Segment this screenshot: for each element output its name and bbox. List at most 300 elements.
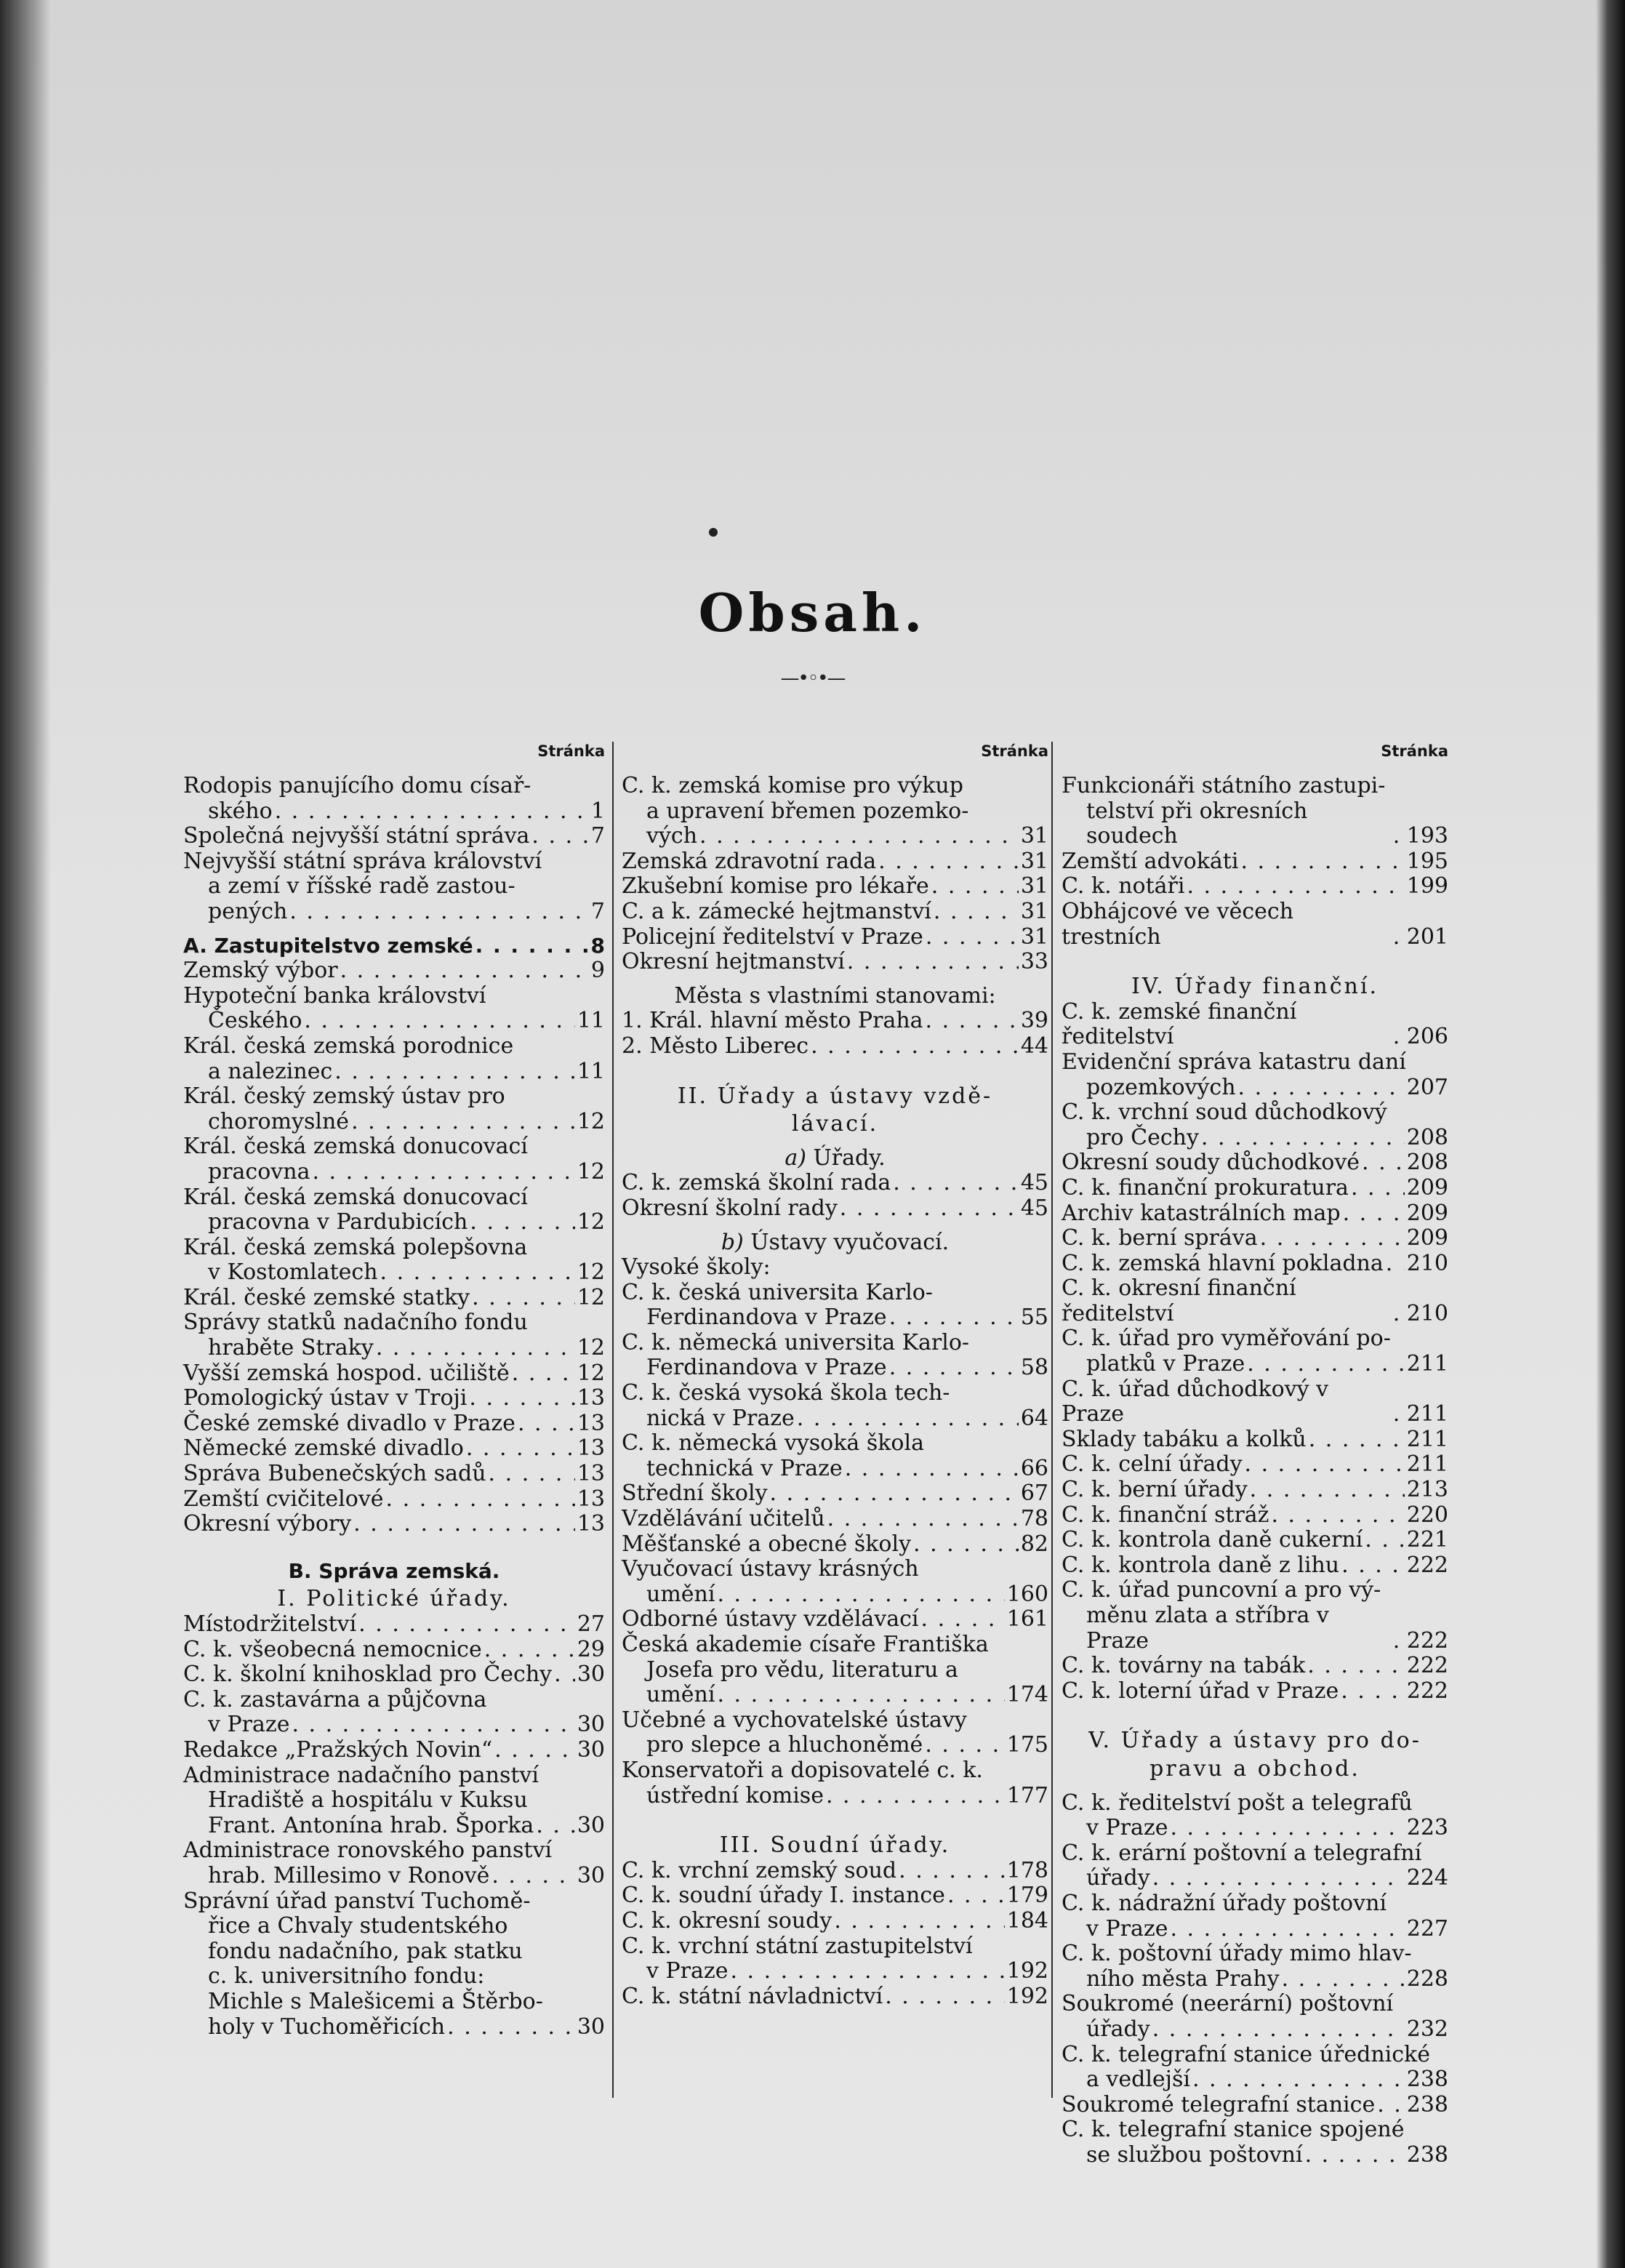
leader-dots	[717, 1582, 1004, 1608]
leader-dots	[494, 1738, 575, 1763]
leader-dots	[1240, 849, 1404, 875]
leader-dots	[1393, 925, 1405, 950]
page-number: 222	[1406, 1653, 1448, 1679]
chapter-heading: II. Úřady a ústavy vzdě-	[677, 1083, 993, 1109]
entry-title: úřady	[1086, 2016, 1150, 2042]
toc-entry	[1062, 1528, 1448, 1553]
page-number: 13	[577, 1435, 605, 1462]
leader-dots	[1282, 1967, 1405, 1992]
toc-entry	[622, 899, 1048, 925]
toc-entry	[622, 1658, 1048, 1683]
toc-entry	[183, 1964, 605, 1989]
page-number: 55	[1020, 1305, 1048, 1331]
entry-title: C. k. úřad pro vyměřování po-	[1062, 1326, 1391, 1352]
toc-entry	[1062, 2067, 1448, 2093]
column-header: Stránka	[981, 742, 1048, 760]
page-number: 13	[577, 1461, 605, 1487]
subsection-heading: Města s vlastními stanovami:	[674, 982, 996, 1009]
entry-title: C. k. notáři	[1062, 873, 1185, 899]
toc-entry	[183, 1688, 605, 1713]
page-number: 12	[577, 1158, 605, 1185]
leader-dots	[512, 1361, 575, 1387]
toc-entry	[622, 1683, 1048, 1708]
column-header: Stránka	[537, 742, 605, 760]
leader-dots	[466, 1436, 575, 1462]
toc-entry	[183, 1310, 605, 1336]
entry-title: Okresní soudy důchodkové	[1062, 1150, 1360, 1176]
entry-title: Evidenční správa katastru daní	[1062, 1049, 1406, 1075]
page-number: 45	[1020, 1170, 1048, 1196]
entry-title: v Praze	[1086, 1915, 1168, 1942]
page-number: 161	[1006, 1606, 1048, 1632]
entry-title: Obhájcové ve věcech trestních	[1062, 898, 1294, 950]
leader-dots	[312, 1160, 574, 1185]
entry-title: 2. Město Liberec	[622, 1033, 809, 1059]
page-number: 211	[1406, 1426, 1448, 1452]
toc-entry	[183, 1712, 605, 1738]
page-number: 178	[1006, 1857, 1048, 1883]
page-number: 238	[1406, 2067, 1448, 2093]
entry-title: C. k. soudní úřady I. instance	[622, 1883, 945, 1909]
toc-entry	[183, 1059, 605, 1085]
toc-entry	[622, 774, 1048, 799]
entry-title: Hradiště a hospitálu v Kuksu	[208, 1787, 528, 1814]
entry-title: telství při okresních soudech	[1086, 798, 1308, 849]
toc-entry	[1062, 2093, 1448, 2118]
entry-title: holy v Tuchoměřicích	[208, 2013, 446, 2040]
page-number: 30	[577, 1736, 605, 1763]
leader-dots	[1271, 1503, 1404, 1528]
entry-title: úřady	[1086, 1865, 1150, 1891]
toc-entry	[622, 1859, 1048, 1884]
entry-title: České zemské divadlo v Praze	[183, 1410, 515, 1436]
entry-title: pozemkových	[1086, 1074, 1236, 1100]
toc-entry	[622, 1607, 1048, 1632]
toc-entry	[1062, 1967, 1448, 1992]
leader-dots	[847, 950, 1019, 975]
leader-dots	[289, 899, 588, 925]
toc-entry	[1062, 1553, 1448, 1579]
toc-entry	[1062, 1075, 1448, 1101]
entry-title: v Praze	[646, 1958, 729, 1984]
page-number: 195	[1406, 848, 1448, 874]
page-number: 209	[1406, 1174, 1448, 1201]
page-number: 211	[1406, 1351, 1448, 1377]
toc-entry	[622, 1934, 1048, 1960]
page-number: 78	[1020, 1506, 1048, 1532]
toc-entry	[622, 1196, 1048, 1222]
toc-entry	[1062, 1679, 1448, 1704]
entry-title: C. k. vrchní soud důchodkový	[1062, 1099, 1387, 1126]
toc-entry	[1062, 1866, 1448, 1891]
page-number: 30	[577, 1662, 605, 1688]
toc-entry	[1062, 1251, 1448, 1277]
leader-dots	[925, 1733, 1004, 1758]
toc-entry	[1062, 1452, 1448, 1478]
chapter-heading: V. Úřady a ústavy pro do-	[1088, 1728, 1421, 1754]
toc-entry	[1062, 1000, 1448, 1050]
page-number: 30	[577, 1862, 605, 1888]
entry-title: C. k. zastavárna a půjčovna	[183, 1686, 487, 1712]
entry-title: technická v Praze	[646, 1455, 843, 1481]
entry-title: C. k. telegrafní stanice spojené	[1062, 2117, 1405, 2143]
page-number: 39	[1020, 1008, 1048, 1034]
leader-dots	[304, 1009, 574, 1034]
entry-title: Střední školy	[622, 1480, 768, 1507]
print-dot	[709, 528, 718, 537]
entry-title: C. k. kontrola daně cukerní	[1062, 1527, 1363, 1553]
toc-entry	[622, 874, 1048, 899]
page-number: 184	[1006, 1907, 1048, 1934]
toc-entry	[183, 1260, 605, 1286]
chapter-heading: IV. Úřady finanční.	[1131, 974, 1379, 1000]
page-number: 160	[1006, 1581, 1048, 1607]
section-heading	[183, 934, 605, 959]
entry-title: pro Čechy	[1086, 1124, 1199, 1150]
entry-title: C. k. úřad puncovní a pro vý-	[1062, 1577, 1381, 1603]
page-number: 224	[1406, 1865, 1448, 1891]
leader-dots	[1365, 1528, 1404, 1553]
column-rule	[612, 742, 614, 2098]
entry-title: C. k. vrchní zemský soud	[622, 1857, 897, 1883]
entry-title: C. k. zemská hlavní pokladna	[1062, 1250, 1384, 1276]
toc-entry	[1062, 774, 1448, 799]
toc-entry	[183, 799, 605, 825]
entry-title: Okresní výbory	[183, 1511, 352, 1537]
leader-dots	[1305, 2143, 1405, 2168]
chapter-heading: III. Soudní úřady.	[719, 1832, 951, 1859]
toc-entry	[183, 1386, 605, 1411]
leader-dots	[469, 1386, 574, 1411]
leader-dots	[840, 1196, 1019, 1222]
leader-dots	[889, 1355, 1019, 1381]
page-number: 33	[1020, 949, 1048, 975]
toc-entry	[183, 1009, 605, 1034]
toc-entry	[1062, 1578, 1448, 1603]
page-number: 174	[1006, 1682, 1048, 1708]
leader-dots	[470, 1210, 574, 1235]
entry-title: Král. česká zemská polepšovna	[183, 1234, 528, 1260]
page-number: 58	[1020, 1355, 1048, 1381]
toc-entry	[1062, 1050, 1448, 1075]
entry-title: Král. česká zemská donucovací	[183, 1134, 528, 1160]
entry-title: Zemský výbor	[183, 958, 338, 984]
page-number: 11	[577, 1058, 605, 1084]
page-number: 13	[577, 1410, 605, 1436]
toc-entry	[1062, 1791, 1448, 1816]
toc-entry	[622, 1406, 1048, 1432]
toc-entry	[183, 1134, 605, 1160]
page-number: 12	[577, 1209, 605, 1235]
leader-dots	[1343, 1201, 1405, 1227]
toc-entry	[183, 1889, 605, 1915]
entry-title: C. k. kontrola daně z lihu	[1062, 1552, 1340, 1578]
entry-title: se službou poštovní	[1086, 2141, 1303, 2168]
toc-column-1	[183, 739, 605, 2040]
entry-title: C. k. všeobecná nemocnice	[183, 1636, 482, 1662]
toc-entry	[183, 1160, 605, 1185]
entry-title: Vyšší zemská hospod. učiliště	[183, 1360, 510, 1386]
subsection-heading	[622, 1146, 1048, 1171]
entry-title: C. k. česká universita Karlo-	[622, 1279, 933, 1305]
toc-entry	[183, 1286, 605, 1311]
leader-dots	[893, 1171, 1019, 1196]
page-number: 207	[1406, 1074, 1448, 1100]
entry-title: řice a Chvaly studentského	[208, 1913, 508, 1939]
leader-dots	[484, 1638, 575, 1663]
toc-entry	[622, 1481, 1048, 1507]
leader-dots	[1393, 824, 1405, 849]
entry-title: Soukromé (neerární) poštovní	[1062, 1991, 1394, 2017]
toc-entry	[183, 2015, 605, 2040]
toc-entry	[1062, 1201, 1448, 1227]
entry-title: a zemí v říšské radě zastou-	[208, 873, 515, 899]
toc-entry	[1062, 1326, 1448, 1352]
subsection-letter: b)	[721, 1229, 744, 1255]
page-number: 31	[1020, 898, 1048, 924]
page-number: 13	[577, 1511, 605, 1537]
entry-title: C. k. nádražní úřady poštovní	[1062, 1890, 1387, 1916]
toc-entry	[622, 1355, 1048, 1381]
toc-entry	[622, 1331, 1048, 1356]
entry-title: Zemští advokáti	[1062, 848, 1239, 874]
leader-dots	[811, 1034, 1019, 1059]
leader-dots	[536, 1814, 575, 1839]
leader-dots	[717, 1683, 1004, 1708]
leader-dots	[1250, 1478, 1405, 1503]
entry-title: Frant. Antonína hrab. Šporka	[208, 1812, 534, 1838]
leader-dots	[1341, 1553, 1405, 1579]
page-number: 31	[1020, 848, 1048, 874]
page-number: 192	[1006, 1983, 1048, 2009]
leader-dots	[476, 934, 588, 959]
subsection-label: Úřady.	[806, 1145, 886, 1171]
entry-title: C. k. zemské finanční ředitelství	[1062, 998, 1297, 1050]
page-number: 13	[577, 1486, 605, 1512]
page-number: 7	[590, 823, 605, 849]
page-number: 208	[1406, 1124, 1448, 1150]
toc-entry	[1062, 1942, 1448, 1967]
leader-dots	[926, 925, 1019, 950]
leader-dots	[921, 1607, 1005, 1632]
leader-dots	[931, 874, 1019, 899]
page-number: 209	[1406, 1225, 1448, 1251]
entry-title: A. Zastupitelstvo zemské	[183, 933, 473, 958]
toc-entry	[622, 1381, 1048, 1406]
leader-dots	[447, 2015, 575, 2040]
chapter-heading: lávací.	[791, 1111, 879, 1137]
entry-title: Soukromé telegrafní stanice	[1062, 2091, 1376, 2117]
page-number: 175	[1006, 1732, 1048, 1758]
entry-title: v Praze	[208, 1712, 290, 1738]
toc-entry	[1062, 1603, 1448, 1654]
toc-entry	[1062, 1427, 1448, 1453]
toc-entry	[622, 1305, 1048, 1331]
page-number: 31	[1020, 823, 1048, 849]
toc-entry	[622, 1959, 1048, 1984]
leader-dots	[1152, 1866, 1405, 1891]
page-number: 238	[1406, 2091, 1448, 2117]
entry-title: umění	[646, 1682, 715, 1708]
leader-dots	[1309, 1427, 1405, 1453]
entry-title: C. k. poštovní úřady mimo hlav-	[1062, 1941, 1412, 1967]
page-number: 1	[590, 798, 605, 824]
leader-dots	[834, 1909, 1004, 1934]
toc-entry	[183, 1436, 605, 1462]
entry-title: Zemská zdravotní rada	[622, 848, 877, 874]
entry-title: Správy statků nadačního fondu	[183, 1310, 528, 1336]
toc-entry	[622, 1456, 1048, 1482]
entry-title: Německé zemské divadlo	[183, 1435, 464, 1462]
entry-title: Policejní ředitelství v Praze	[622, 923, 923, 950]
toc-entry	[183, 1788, 605, 1814]
leader-dots	[913, 1532, 1019, 1558]
toc-entry	[183, 1034, 605, 1059]
leader-dots	[1362, 1150, 1405, 1176]
page-number: 27	[577, 1611, 605, 1637]
leader-dots	[518, 1411, 575, 1437]
leader-dots	[827, 1507, 1019, 1532]
title-ornament: —•◦•—	[780, 668, 845, 689]
entry-title: ského	[208, 798, 273, 824]
toc-entry	[622, 1733, 1048, 1758]
toc-entry	[183, 849, 605, 875]
section-heading: B. Správa zemská.	[288, 1558, 500, 1583]
toc-entry	[622, 1708, 1048, 1734]
leader-dots	[353, 1512, 575, 1537]
leader-dots	[1341, 1679, 1405, 1704]
leader-dots	[489, 1462, 575, 1487]
page-number: 12	[577, 1284, 605, 1310]
leader-dots	[1245, 1452, 1405, 1478]
leader-dots	[1170, 1816, 1404, 1841]
leader-dots	[797, 1406, 1019, 1432]
page-number: 29	[577, 1636, 605, 1662]
toc-entry	[183, 1462, 605, 1487]
toc-entry	[622, 1281, 1048, 1306]
subsection-heading	[622, 1230, 1048, 1256]
page-number: 220	[1406, 1502, 1448, 1528]
entry-title: C. a k. zámecké hejtmanství	[622, 898, 931, 924]
page-number: 12	[577, 1259, 605, 1286]
leader-dots	[340, 958, 588, 984]
toc-entry	[183, 1662, 605, 1688]
leader-dots	[1187, 874, 1404, 899]
entry-title: a nalezinec	[208, 1058, 333, 1084]
leader-dots	[491, 1864, 574, 1889]
toc-entry	[183, 1235, 605, 1261]
toc-entry	[622, 799, 1048, 825]
entry-title: hrab. Millesimo v Ronově	[208, 1862, 490, 1888]
leader-dots	[531, 824, 588, 849]
entry-title: hraběte Straky	[208, 1335, 374, 1361]
entry-title: Král. česká zemská donucovací	[183, 1184, 528, 1210]
entry-title: pro slepce a hluchoněmé	[646, 1732, 923, 1758]
entry-title: Pomologický ústav v Troji	[183, 1385, 468, 1411]
page-number: 31	[1020, 873, 1048, 899]
toc-entry	[183, 1838, 605, 1864]
entry-title: Místodržitelství	[183, 1611, 357, 1637]
toc-entry	[1062, 1503, 1448, 1528]
toc-entry	[183, 1361, 605, 1387]
entry-title: fondu nadačního, pak statku	[208, 1938, 523, 1964]
toc-entry	[183, 1814, 605, 1839]
toc-entry	[1062, 799, 1448, 849]
entry-title: Archiv katastrálních map	[1062, 1200, 1341, 1226]
page-number: 9	[590, 958, 605, 984]
leader-dots	[1260, 1226, 1405, 1251]
subsection-letter: a)	[785, 1145, 806, 1171]
toc-entry	[622, 950, 1048, 975]
toc-entry	[183, 1110, 605, 1135]
entry-title: C. k. telegrafní stanice úřednické	[1062, 2041, 1430, 2067]
toc-entry	[622, 824, 1048, 849]
page-number: 222	[1406, 1627, 1448, 1654]
toc-entry	[183, 1939, 605, 1965]
entry-title: C. k. finanční stráž	[1062, 1502, 1269, 1528]
toc-column-3	[1062, 739, 1448, 2168]
leader-dots	[845, 1456, 1019, 1482]
toc-entry	[622, 849, 1048, 875]
leader-dots	[1170, 1917, 1404, 1942]
page-number: 30	[577, 1812, 605, 1838]
entry-title: C. k. úřad důchodkový v Praze	[1062, 1376, 1329, 1427]
leader-dots	[878, 849, 1019, 875]
entry-title: pených	[208, 898, 288, 924]
page-number: 206	[1406, 1024, 1448, 1050]
toc-entry	[622, 1557, 1048, 1582]
page-number: 192	[1006, 1958, 1048, 1984]
entry-title: Nejvyšší státní správa království	[183, 848, 542, 874]
toc-entry	[183, 1638, 605, 1663]
toc-entry	[1062, 1150, 1448, 1176]
leader-dots	[1393, 1302, 1405, 1327]
entry-title: C. k. berní správa	[1062, 1225, 1258, 1251]
entry-title: Michle s Malešicemi a Štěrbo-	[208, 1988, 543, 2014]
leader-dots	[947, 1883, 1005, 1909]
toc-entry	[1062, 1377, 1448, 1427]
entry-title: C. k. finanční prokuratura	[1062, 1174, 1349, 1201]
entry-title: C. k. erární poštovní a telegrafní	[1062, 1840, 1422, 1866]
leader-dots	[554, 1662, 575, 1688]
toc-entry	[1062, 2117, 1448, 2143]
toc-entry	[183, 1989, 605, 2015]
toc-entry	[1062, 849, 1448, 875]
toc-entry	[622, 925, 1048, 950]
page-number: 12	[577, 1360, 605, 1386]
toc-entry	[1062, 2143, 1448, 2168]
toc-entry	[183, 958, 605, 984]
entry-title: ního města Prahy	[1086, 1966, 1280, 1992]
entry-title: Ferdinandova v Praze	[646, 1305, 887, 1331]
page-number: 201	[1406, 923, 1448, 950]
toc-entry	[622, 1582, 1048, 1608]
entry-title: C. k. zemská školní rada	[622, 1170, 891, 1196]
entry-title: měnu zlata a stříbra v Praze	[1086, 1603, 1329, 1654]
toc-entry	[622, 1984, 1048, 2010]
entry-title: Zkušební komise pro lékaře	[622, 873, 929, 899]
page-number: 44	[1020, 1033, 1048, 1059]
page-number: 209	[1406, 1200, 1448, 1226]
entry-title: nická v Praze	[646, 1405, 795, 1431]
leader-dots	[889, 1305, 1019, 1331]
entry-title: Vzdělávání učitelů	[622, 1506, 825, 1532]
entry-title: Měšťanské a obecné školy	[622, 1531, 912, 1557]
leader-dots	[934, 899, 1019, 925]
toc-entry	[1062, 1226, 1448, 1251]
leader-dots	[380, 1260, 575, 1286]
entry-title: Okresní hejtmanství	[622, 949, 845, 975]
